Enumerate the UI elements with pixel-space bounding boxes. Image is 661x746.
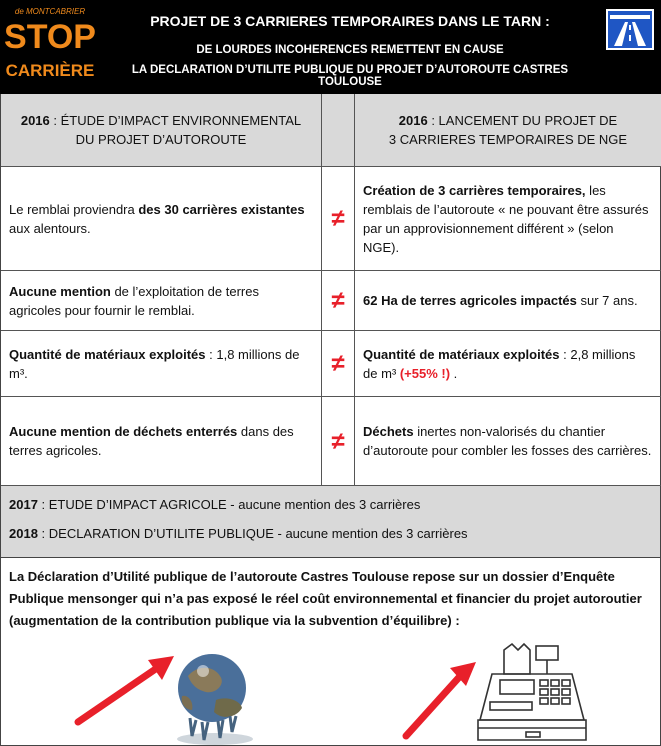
timeline-2018: 2018 : DECLARATION D’UTILITE PUBLIQUE - aucune mention des 3 carrières bbox=[9, 526, 468, 541]
row2-left: Aucune mention de l’exploitation de terres agricoles pour fournir le remblai. bbox=[1, 271, 321, 331]
right-column-header: 2016 : LANCEMENT DU PROJET DE 3 CARRIERES TEMPORAIRES DE NGE bbox=[355, 94, 661, 167]
row1-neq bbox=[321, 167, 355, 271]
row3-neq bbox=[321, 331, 355, 397]
red-arrow-icon bbox=[78, 656, 174, 722]
not-equal-icon: ≠ bbox=[331, 350, 345, 377]
page-subtitle-1: DE LOURDES INCOHERENCES REMETTENT EN CAUSE bbox=[196, 44, 504, 56]
row2-neq bbox=[321, 271, 355, 331]
separator-header bbox=[321, 94, 355, 167]
red-arrow-icon bbox=[406, 662, 476, 736]
comparison-table bbox=[0, 94, 661, 486]
row4-right: Déchets inertes non-valorisés du chantier d’autoroute pour combler les fosses des carrières. bbox=[355, 397, 661, 486]
logo-top-text: de MONTCABRIER bbox=[14, 7, 86, 16]
row2-right: 62 Ha de terres agricoles impactés sur 7 ans. bbox=[355, 271, 661, 331]
motorway-sign-icon bbox=[606, 9, 654, 50]
cash-register-illustration bbox=[400, 640, 610, 746]
left-column-header: 2016 : ÉTUDE D’IMPACT ENVIRONNEMENTAL DU PROJET D’AUTOROUTE bbox=[1, 94, 321, 167]
row3-left: Quantité de matériaux exploités : 1,8 millions de m³. bbox=[1, 331, 321, 397]
melting-earth-illustration bbox=[70, 636, 310, 746]
row1-right: Création de 3 carrières temporaires, les remblais de l’autoroute « ne pouvant être assurés par un approvisionnement différent » (selon NGE). bbox=[355, 167, 661, 271]
logo-stop-text: STOP bbox=[4, 18, 96, 56]
logo-carriere-text: CARRIÈRE bbox=[5, 61, 95, 80]
stop-carriere-logo bbox=[4, 2, 96, 90]
timeline-2017: 2017 : ETUDE D’IMPACT AGRICOLE - aucune mention des 3 carrières bbox=[9, 497, 421, 512]
melting-earth-icon bbox=[177, 654, 253, 745]
page-title: PROJET DE 3 CARRIERES TEMPORAIRES DANS LE TARN : bbox=[150, 13, 550, 29]
row3-right: Quantité de matériaux exploités : 2,8 millions de m³ (+55% !) . bbox=[355, 331, 661, 397]
cash-register-icon bbox=[478, 644, 586, 740]
conclusion-text: La Déclaration d’Utilité publique de l’autoroute Castres Toulouse repose sur un dossier d’Enquête Publique mensonger qui n’a pas exposé le réel coût environnemental et financier du projet autoroutier (augmentation de la contribution publique via la subvention d’équilibre) : bbox=[9, 569, 642, 628]
timeline-band bbox=[0, 486, 661, 558]
row4-left: Aucune mention de déchets enterrés dans des terres agricoles. bbox=[1, 397, 321, 486]
page-subtitle-2: LA DECLARATION D’UTILITE PUBLIQUE DU PROJET D’AUTOROUTE CASTRES TOULOUSE bbox=[131, 64, 569, 88]
not-equal-icon: ≠ bbox=[331, 427, 345, 455]
row1-left: Le remblai proviendra des 30 carrières existantes aux alentours. bbox=[1, 167, 321, 271]
header-banner bbox=[0, 0, 661, 94]
not-equal-icon: ≠ bbox=[331, 205, 345, 232]
row4-neq bbox=[321, 397, 355, 486]
not-equal-icon: ≠ bbox=[331, 287, 345, 314]
